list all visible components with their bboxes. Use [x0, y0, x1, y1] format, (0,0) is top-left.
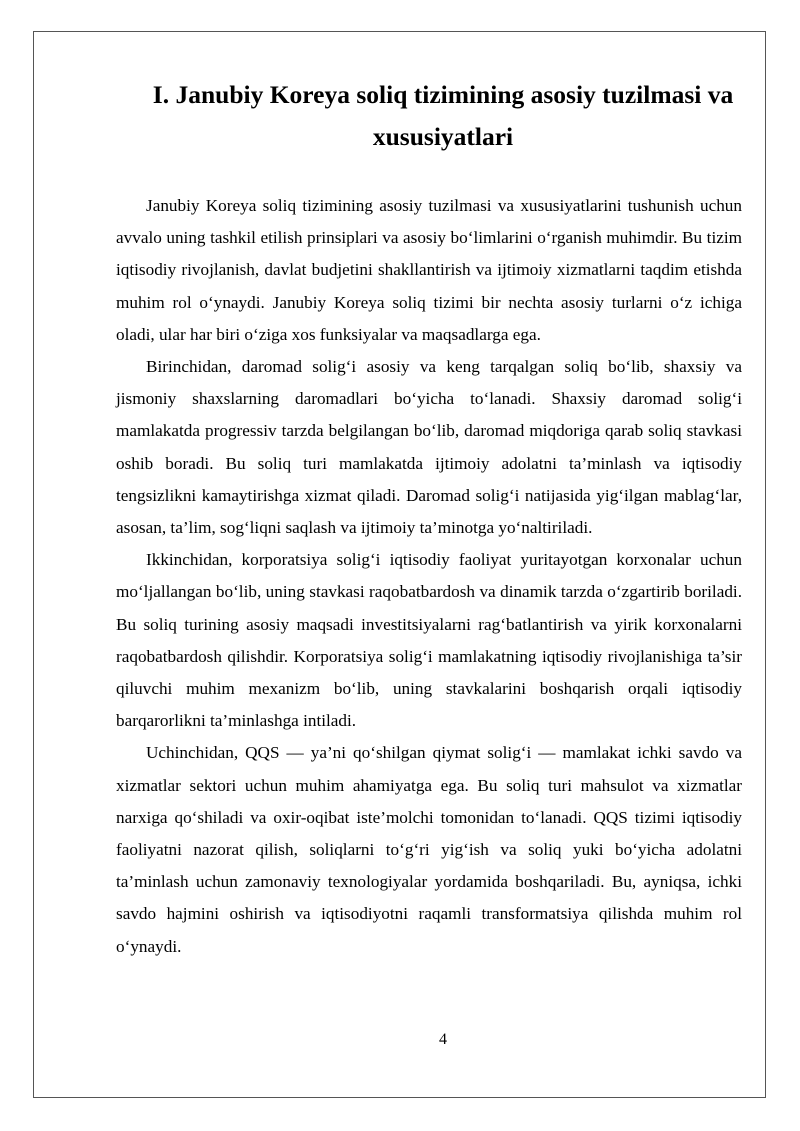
document-body: [116, 190, 742, 963]
page-number: 4: [439, 1031, 447, 1048]
paragraph-vat: Uchinchidan, QQS — ya’ni qo‘shilgan qiymat solig‘i — mamlakat ichki savdo va xizmatlar sektori uchun muhim ahamiyatga ega. Bu soliq turi mahsulot va xizmatlar narxiga qo‘shiladi va oxir-oqibat iste’molchi tomonidan to‘lanadi. QQS tizimi iqtisodiy faoliyatni nazorat qilish, soliqlarni to‘g‘ri yig‘ish va soliq yuki bo‘yicha adolatni ta’minlash uchun zamonaviy texnologiyalar yordamida boshqariladi. Bu, ayniqsa, ichki savdo hajmini oshirish va iqtisodiyotni raqamli transformatsiya qilishda muhim rol o‘ynaydi.: [116, 743, 742, 956]
paragraph-income-tax: Birinchidan, daromad solig‘i asosiy va keng tarqalgan soliq bo‘lib, shaxsiy va jismoniy shaxslarning daromadlari bo‘yicha to‘lanadi. Shaxsiy daromad solig‘i mamlakatda progressiv tarzda belgilangan bo‘lib, daromad miqdoriga qarab soliq stavkasi oshib boradi. Bu soliq turi mamlakatda ijtimoiy adolatni ta’minlash va iqtisodiy tengsizlikni kamaytirishga xizmat qiladi. Daromad solig‘i natijasida yig‘ilgan mablag‘lar, asosan, ta’lim, sog‘liqni saqlash va ijtimoiy ta’minotga yo‘naltiriladi.: [116, 357, 742, 538]
paragraph-intro: Janubiy Koreya soliq tizimining asosiy tuzilmasi va xususiyatlarini tushunish uchun avvalo uning tashkil etilish prinsiplari va asosiy bo‘limlarini o‘rganish muhimdir. Bu tizim iqtisodiy rivojlanish, davlat budjetini shakllantirish va ijtimoiy xizmatlarni taqdim etishda muhim rol o‘ynaydi. Janubiy Koreya soliq tizimi bir nechta asosiy turlarni o‘z ichiga oladi, ular har biri o‘ziga xos funksiyalar va maqsadlarga ega.: [116, 196, 742, 344]
paragraph-corporate-tax: Ikkinchidan, korporatsiya solig‘i iqtisodiy faoliyat yuritayotgan korxonalar uchun mo‘ljallangan bo‘lib, uning stavkasi raqobatbardosh va dinamik tarzda o‘zgartirib boriladi. Bu soliq turining asosiy maqsadi investitsiyalarni rag‘batlantirish va yirik korxonalarni raqobatbardosh qilishdir. Korporatsiya solig‘i mamlakatning iqtisodiy rivojlanishiga ta’sir qiluvchi muhim mexanizm bo‘lib, uning stavkalarini boshqarish orqali iqtisodiy barqarorlikni ta’minlashga intiladi.: [116, 550, 742, 731]
page-title: I. Janubiy Koreya soliq tizimining asosiy tuzilmasi va xususiyatlari: [152, 80, 734, 151]
